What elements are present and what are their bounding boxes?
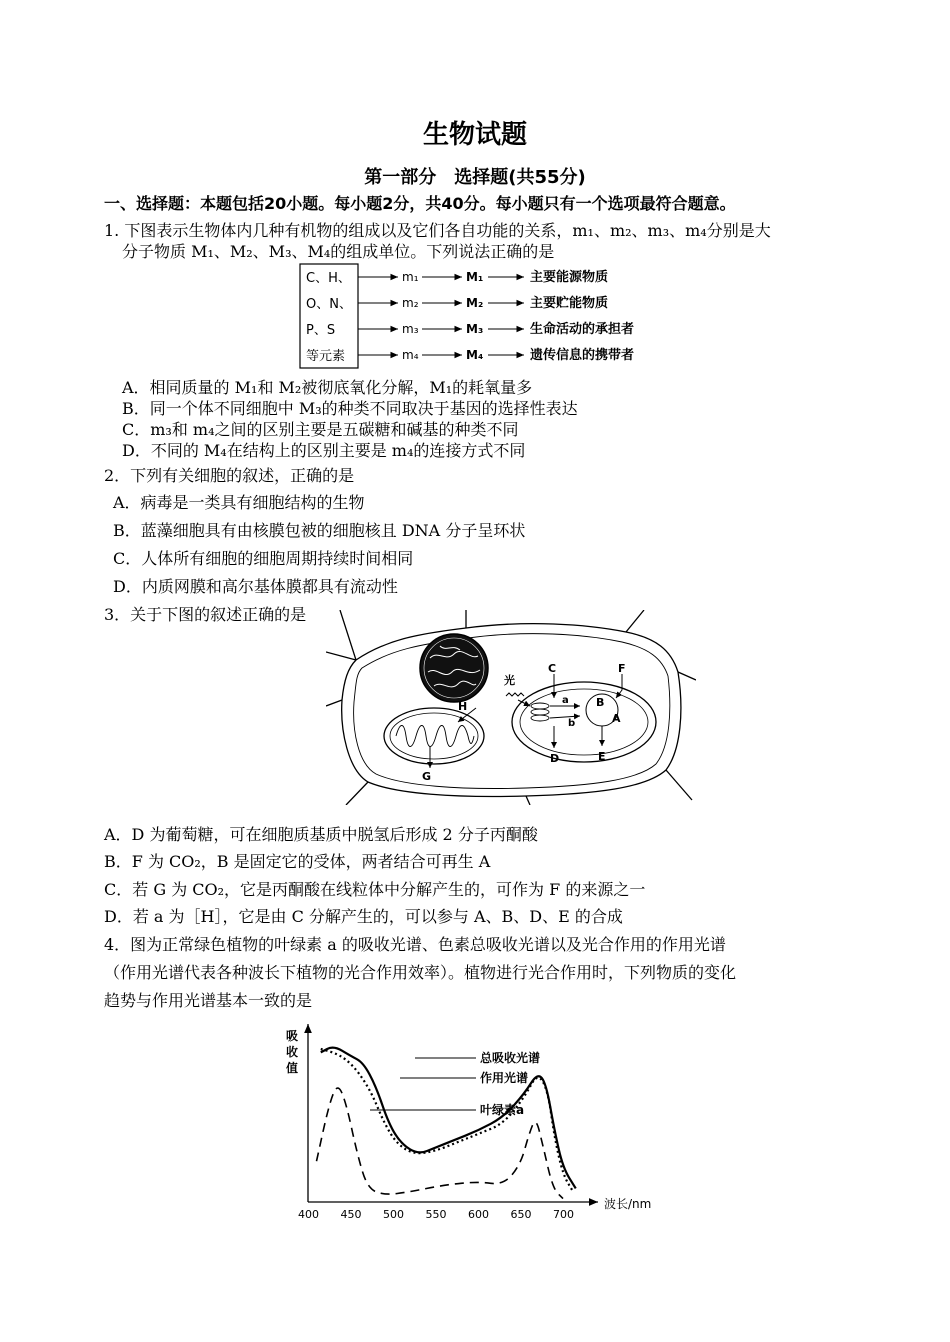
element-line: P、S xyxy=(306,323,336,338)
q4-spectrum-chart xyxy=(280,1020,680,1230)
macromolecule-label: M₁ xyxy=(466,270,484,284)
q2-option-a: A．病毒是一类具有细胞结构的生物 xyxy=(113,493,365,512)
monomer-label: m₃ xyxy=(402,322,419,336)
neighbour-wall xyxy=(346,782,368,805)
q2-option-b: B．蓝藻细胞具有由核膜包被的细胞核且 DNA 分子呈环状 xyxy=(113,521,526,540)
function-label: 主要贮能物质 xyxy=(530,296,609,311)
neighbour-wall xyxy=(666,770,692,800)
q3-option-d: D．若 a 为［H］，它是由 C 分解产生的，可以参与 A、B、D、E 的合成 xyxy=(104,907,623,926)
q1-option-c: C．m₃和 m₄之间的区别主要是五碳糖和碱基的种类不同 xyxy=(122,420,519,439)
x-tick-label: 650 xyxy=(510,1208,532,1221)
q1-stem-line2: 分子物质 M₁、M₂、M₃、M₄的组成单位。下列说法正确的是 xyxy=(122,242,555,261)
x-axis-label: 波长/nm xyxy=(604,1197,652,1211)
element-line: C、H、 xyxy=(306,271,351,286)
monomer-label: m₄ xyxy=(402,348,419,362)
function-label: 生命活动的承担者 xyxy=(530,322,635,337)
macromolecule-label: M₄ xyxy=(466,348,484,362)
label-light: 光 xyxy=(504,674,515,687)
q4-stem-line3: 趋势与作用光谱基本一致的是 xyxy=(104,991,313,1010)
chloroplast xyxy=(512,682,656,762)
legend-label: 总吸收光谱 xyxy=(480,1051,541,1065)
q3-option-c: C．若 G 为 CO₂，它是丙酮酸在线粒体中分解产生的，可作为 F 的来源之一 xyxy=(104,880,646,899)
neighbour-wall xyxy=(326,652,356,660)
q2-option-c: C．人体所有细胞的细胞周期持续时间相同 xyxy=(113,549,414,568)
nucleus xyxy=(420,634,488,702)
monomer-label: m₁ xyxy=(402,270,419,284)
series-line xyxy=(317,1088,564,1199)
neighbour-wall xyxy=(678,672,696,680)
label-b: B xyxy=(596,696,605,709)
neighbour-wall xyxy=(526,796,530,805)
series-line xyxy=(321,1048,576,1189)
q3-option-b: B．F 为 CO₂，B 是固定它的受体，两者结合可再生 A xyxy=(104,852,491,871)
y-label-char: 吸 xyxy=(286,1029,299,1043)
q1-option-d: D．不同的 M₄在结构上的区别主要是 m₄的连接方式不同 xyxy=(122,441,526,460)
q1-option-a: A．相同质量的 M₁和 M₂被彻底氧化分解，M₁的耗氧量多 xyxy=(122,378,533,397)
macromolecule-label: M₃ xyxy=(466,322,484,336)
label-f: F xyxy=(618,662,626,675)
element-line: 等元素 xyxy=(306,349,346,364)
legend-label: 叶绿素a xyxy=(480,1103,525,1117)
light-wave xyxy=(506,693,524,696)
q3-stem: 3．关于下图的叙述正确的是 xyxy=(104,605,307,624)
x-tick-label: 500 xyxy=(383,1208,404,1221)
x-tick-label: 400 xyxy=(298,1208,319,1221)
function-label: 遗传信息的携带者 xyxy=(530,348,635,363)
label-b-small: b xyxy=(568,718,576,729)
label-e: E xyxy=(598,750,606,763)
label-d: D xyxy=(550,752,560,765)
x-tick-label: 450 xyxy=(340,1208,362,1221)
x-tick-label: 700 xyxy=(553,1208,574,1221)
q3-option-a: A．D 为葡萄糖，可在细胞质基质中脱氢后形成 2 分子丙酮酸 xyxy=(104,825,538,844)
x-tick-label: 550 xyxy=(425,1208,447,1221)
label-a-small: a xyxy=(562,695,569,706)
part-heading: 第一部分 选择题(共55分) xyxy=(364,167,586,188)
q1-stem-line1: 1. 下图表示生物体内几种有机物的组成以及它们各自功能的关系，m₁、m₂、m₃、m₄分别是大 xyxy=(104,221,771,240)
legend-label: 作用光谱 xyxy=(480,1071,529,1085)
x-tick-label: 600 xyxy=(468,1208,489,1221)
label-c: C xyxy=(548,662,557,675)
q1-option-b: B．同一个体不同细胞中 M₃的种类不同取决于基因的选择性表达 xyxy=(122,399,578,418)
neighbour-wall xyxy=(340,610,356,660)
y-label-char: 值 xyxy=(286,1061,299,1075)
section-heading: 一、选择题：本题包括20小题。每小题2分，共40分。每小题只有一个选项最符合题意。 xyxy=(104,194,736,213)
neighbour-wall xyxy=(326,700,342,706)
label-a: A xyxy=(612,712,621,725)
page-title: 生物试题 xyxy=(422,120,527,150)
y-label-char: 收 xyxy=(286,1045,299,1059)
q1-figure xyxy=(296,262,666,372)
q2-option-d: D．内质网膜和高尔基体膜都具有流动性 xyxy=(113,577,398,596)
label-g: G xyxy=(422,770,432,783)
q4-stem-line1: 4．图为正常绿色植物的叶绿素 a 的吸收光谱、色素总吸收光谱以及光合作用的作用光谱 xyxy=(104,935,726,954)
neighbour-wall xyxy=(626,610,644,632)
element-line: O、N、 xyxy=(306,297,352,312)
label-h: H xyxy=(458,700,468,713)
mitochondrion xyxy=(384,708,484,764)
function-label: 主要能源物质 xyxy=(530,270,609,285)
q4-stem-line2: （作用光谱代表各种波长下植物的光合作用效率）。植物进行光合作用时，下列物质的变化 xyxy=(104,963,737,982)
q3-cell-figure xyxy=(326,610,696,805)
series-line xyxy=(321,1049,573,1192)
q2-stem: 2．下列有关细胞的叙述，正确的是 xyxy=(104,466,355,485)
monomer-label: m₂ xyxy=(402,296,419,310)
macromolecule-label: M₂ xyxy=(466,296,484,310)
